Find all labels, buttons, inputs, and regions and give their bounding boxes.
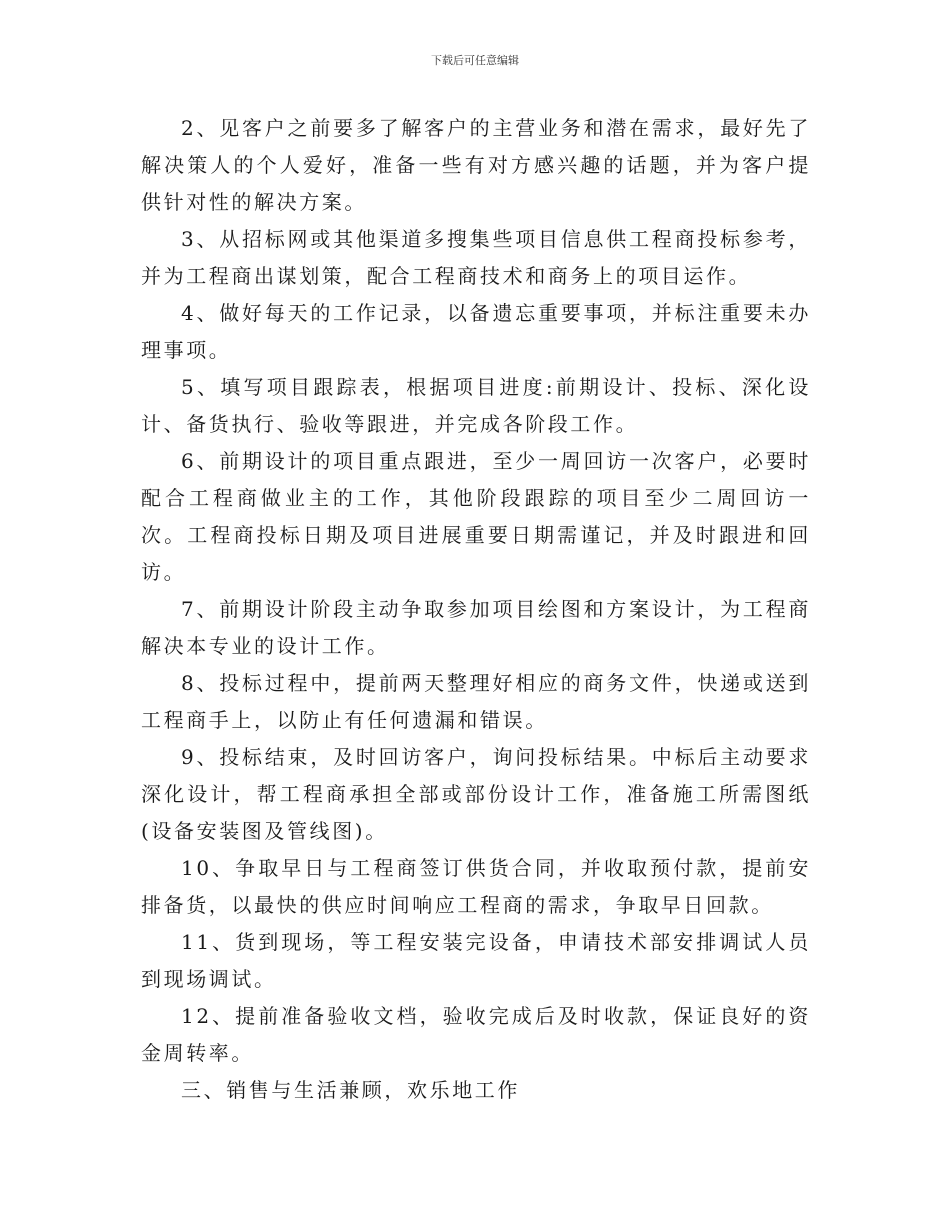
paragraph-item-6: 6、前期设计的项目重点跟进，至少一周回访一次客户，必要时配合工程商做业主的工作，其他阶段跟踪的项目至少二周回访一次。工程商投标日期及项目进展重要日期需谨记，并及时跟进和回访。: [141, 449, 811, 584]
document-body: [141, 110, 811, 1109]
paragraph-item-9: 9、投标结束，及时回访客户，询问投标结果。中标后主动要求深化设计，帮工程商承担全部或部份设计工作，准备施工所需图纸(设备安装图及管线图)。: [141, 745, 811, 843]
paragraph-item-7: 7、前期设计阶段主动争取参加项目绘图和方案设计，为工程商解决本专业的设计工作。: [141, 597, 811, 658]
paragraph-item-3: 3、从招标网或其他渠道多搜集些项目信息供工程商投标参考，并为工程商出谋划策，配合工程商技术和商务上的项目运作。: [141, 227, 811, 288]
paragraph-item-5: 5、填写项目跟踪表，根据项目进度:前期设计、投标、深化设计、备货执行、验收等跟进，并完成各阶段工作。: [141, 375, 811, 436]
paragraph-item-10: 10、争取早日与工程商签订供货合同，并收取预付款，提前安排备货，以最快的供应时间响应工程商的需求，争取早日回款。: [141, 856, 811, 917]
paragraph-item-12: 12、提前准备验收文档，验收完成后及时收款，保证良好的资金周转率。: [141, 1004, 811, 1065]
paragraph-item-4: 4、做好每天的工作记录，以备遗忘重要事项，并标注重要未办理事项。: [141, 301, 811, 362]
paragraph-item-8: 8、投标过程中，提前两天整理好相应的商务文件，快递或送到工程商手上，以防止有任何遗漏和错误。: [141, 671, 811, 732]
paragraph-item-11: 11、货到现场，等工程安装完设备，申请技术部安排调试人员到现场调试。: [141, 930, 811, 991]
section-heading-3: 三、销售与生活兼顾，欢乐地工作: [181, 1078, 520, 1102]
paragraph-item-2: 2、见客户之前要多了解客户的主营业务和潜在需求，最好先了解决策人的个人爱好，准备一些有对方感兴趣的话题，并为客户提供针对性的解决方案。: [141, 116, 811, 214]
page-header-note: 下载后可任意编辑: [431, 54, 519, 67]
